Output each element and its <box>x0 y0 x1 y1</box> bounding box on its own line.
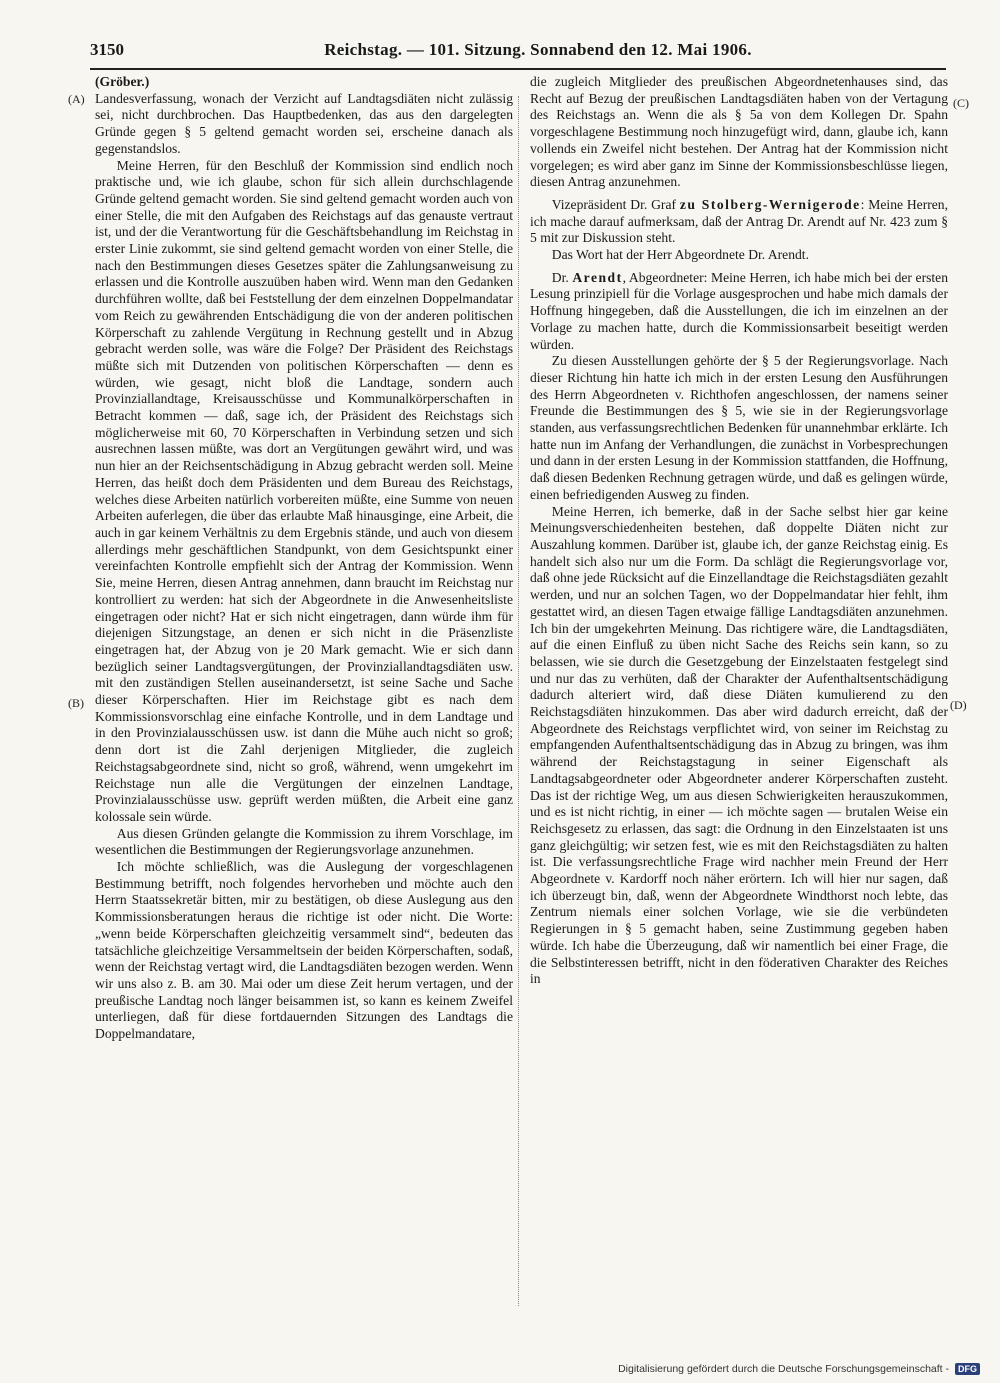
margin-marker-a: (A) <box>68 92 85 106</box>
speaker-tag: (Gröber.) <box>95 74 150 89</box>
margin-marker-d: (D) <box>950 698 967 712</box>
footer <box>618 1363 980 1375</box>
dfg-logo: DFG <box>955 1363 980 1375</box>
vice-president-statement <box>530 197 948 247</box>
vp-rest: : Meine Herren, ich mache darauf aufmerksam, daß der Antrag Dr. Arendt auf Nr. 423 zum § 5 mit zur Diskussion steht. <box>530 196 948 246</box>
paragraph: Landesverfassung, wonach der Verzicht auf Landtagsdiäten nicht zulässig sei, nicht durchbrochen. Das Hauptbedenken, das aus den dargelegten Gründe gegen § 5 geltend gemacht worden sei, erscheine danach als gegenstandslos. <box>95 90 513 156</box>
vp-name: zu Stolberg-Wernigerode <box>679 196 861 212</box>
arendt-rest: , Abgeordneter: Meine Herren, ich habe mich bei der ersten Lesung prinzipiell für die Vorlage ausgesprochen und habe mich damals der Hoffnung hingegeben, daß die Ausstellungen, die ich im einzelnen an der Vorlage zu machen hatte, durch die Kommissionsarbeit beseitigt werden würden. <box>530 269 949 352</box>
paragraph: Meine Herren, für den Beschluß der Kommission sind endlich noch praktische und, wie ich glaube, schon für sich allein durchschlagende Gründe geltend gemacht worden. Sie sind geltend gemacht worden auch von einer Stelle, die mit den Aufgaben des Reichstags auf das genauste vertraut ist, und der die Verantwortung für die Geschäftsbehandlung im Reichstag in erster Linie zukommt, sie sind geltend gemacht worden von einer Stelle, die nach den Bestimmungen dieses Gesetzes später die Zahlungsanweisung zu erlassen und die Kontrolle auszuüben haben wird. Wenn man den Gedanken durchführen wollte, daß bei Feststellung der dem einzelnen Doppelmandatar vom Reich zu gewährenden Entschädigung die von der anderen politischen Körperschaft zu zahlende Vergütung in Rechnung gestellt und in Abzug gebracht werden solle, was wäre die Folge? Der Präsident des Reichstags müßte sich mit Dutzenden von politischen Körperschaften — denn es würden, wie gesagt, nicht bloß die Landtage, sondern auch Provinziallandtage, Kreisausschüsse und Kommunalkörperschaften in Betracht kommen — daß, sage ich, der Präsident des Reichstags sich möglicherweise mit 60, 70 Körperschaften in Verbindung setzen und sich ausrechnen lassen müßte, was dort an Vergütungen gewährt wird, und was nun hier an der Reichsentschädigung in Abzug gebracht werden soll. Meine Herren, das heißt doch dem Präsidenten und dem Bureau des Reichstags, welches diese Arbeiten natürlich vorbereiten müßte, eine Summe von neuen Arbeiten auferlegen, die über das erlaubte Maß hinausginge, eine Arbeit, die auch in gar keinem Verhältnis zu dem Ergebnis stände, und auch von diesem allerdings mehr geschäftlichen Standpunkt, von dem Gesichtspunkt einer vereinfachten Kontrolle empfiehlt sich der Antrag der Kommission. Wenn Sie, meine Herren, diesen Antrag annehmen, dann braucht im Reichstag nur kontrolliert zu werden: hat sich der Abgeordnete in die Anwesenheitsliste eingetragen oder nicht? Hat er sich nicht eingetragen, dann würde ihm für diejenigen Sitzungstage, an denen er sich nicht in die Präsenzliste eingetragen hat, der Abzug von je 20 Mark gemacht. Wie er sich dann bezüglich seiner Landtagsvergütungen, der Provinziallandtagsdiäten usw. mit den zuständigen Stellen auseinandersetzt, ist seine Sache und Sache dieser Körperschaften. Hier im Reichstage gibt es nach dem Kommissionsvorschlag eine einfache Kontrolle, und in dem Landtage und in den Provinzialausschüssen usw. ist dann die Mühe auch nicht so groß; denn dort ist die Zahl derjenigen Mitglieder, die zugleich Reichstagsabgeordnete sind, nicht so groß, während, wenn umgekehrt im Reichstage nun alle die Vergütungen der einzelnen Landtage, Provinzialausschüsse usw. geprüft werden müßten, die Arbeit eine ganz kolossale sein würde. <box>95 157 513 824</box>
paragraph: Aus diesen Gründen gelangte die Kommission zu ihrem Vorschlage, im wesentlichen die Bestimmungen der Regierungsvorlage anzunehmen. <box>95 825 513 858</box>
margin-marker-b: (B) <box>68 696 84 710</box>
right-column <box>530 74 948 988</box>
arendt-title: Dr. <box>551 269 573 285</box>
vp-intro: Vizepräsident Dr. Graf <box>551 196 680 212</box>
running-head: Reichstag. — 101. Sitzung. Sonnabend den 12. Mai 1906. <box>324 40 752 59</box>
page-number: 3150 <box>90 40 124 59</box>
arendt-statement <box>530 270 948 354</box>
paragraph: die zugleich Mitglieder des preußischen Abgeordnetenhauses sind, das Recht auf Bezug der preußischen Landtagsdiäten haben von der Vertagung des Reichstags an. Wenn die als § 5a von dem Kollegen Dr. Spahn vorgeschlagene Bestimmung noch hinzugefügt wird, dann, glaube ich, kann vollends ein Zweifel nicht bestehen. Der Antrag hat der Kommission nicht vorgelegen; es wird aber ganz im Sinne der Kommissionsbeschlüsse liegen, diesen Antrag anzunehmen. <box>530 74 948 190</box>
margin-marker-c: (C) <box>953 96 969 110</box>
column-divider <box>518 96 519 1306</box>
paragraph: Meine Herren, ich bemerke, daß in der Sache selbst hier gar keine Meinungsverschiedenheiten bestehen, daß doppelte Diäten nicht zur Auszahlung kommen. Darüber ist, glaube ich, der ganze Reichstag einig. Es handelt sich also nur um die Form. Da schlägt die Regierungsvorlage vor, daß ohne jede Rücksicht auf die Einzellandtage die Reichstagsdiäten gezahlt werden, und nur an solchen Tagen, wo der Doppelmandatar hier fehlt, ihm gestattet wird, an diesen Tagen etwaige fällige Landtagsdiäten anzunehmen. Ich bin der umgekehrten Meinung. Das richtigere wäre, die Landtagsdiäten, auf die einen Einfluß zu üben nicht Sache des Reichs sein kann, so zu belassen, wie sie durch die Gesetzgebung der Einzelstaaten festgelegt sind und nur das zu verhüten, daß der Charakter der Aufenthaltsentschädigung dadurch alteriert wird, daß diese Diäten kumulierend zu den Reichstagsdiäten hinzukommen. Das aber wird dadurch erreicht, daß der Abgeordnete des Reichstags verpflichtet wird, von seiner im Reichstag zu empfangenden Aufenthaltsentschädigung das in Abzug zu bringen, was ihm während der Reichstagstagung in seiner Eigenschaft als Landtagsabgeordneter oder Abgeordneter anderer Körperschaften zusteht. Das ist der richtige Weg, um aus diesen Schwierigkeiten herauszukommen, und es ist nicht richtig, in einer — ich möchte sagen — brutalen Weise ein Reichsgesetz zu erlassen, das sagt: die Ordnung in den Einzelstaaten ist uns ganz gleichgültig; wir setzen fest, wie es mit den Reichstagsdiäten zu halten ist. Die verfassungsrechtliche Frage wird nachher mein Freund der Herr Abgeordnete v. Kardorff noch näher erörtern. Ich will hier nur sagen, daß ich überzeugt bin, daß, wenn der Abgeordnete Windthorst noch lebte, das Zentrum niemals einer solchen Vorlage, wie sie die verbündeten Regierungen in § 5 gemacht haben, seine Zustimmung gegeben haben würde. Ich habe die Überzeugung, daß wir namentlich bei einer Frage, die die Selbstinteressen betrifft, nicht in den föderativen Charakter des Reiches in <box>530 503 948 987</box>
page-header <box>90 38 946 70</box>
paragraph: Ich möchte schließlich, was die Auslegung der vorgeschlagenen Bestimmung betrifft, noch folgendes hervorheben und möchte auch den Herrn Staatssekretär bitten, mir zu bestätigen, ob diese Auslegung aus den Kommissionsberatungen heraus die richtige ist oder nicht. Die Worte: „wenn beide Körperschaften gleichzeitig versammelt sind“, bedeuten das tatsächliche gleichzeitige Versammeltsein der beiden Körperschaften, sodaß, wenn der Reichstag vertagt wird, die Landtagsdiäten bezogen werden. Wenn wir uns also z. B. am 30. Mai oder um diese Zeit herum vertagen, und der preußische Landtag noch länger beisammen ist, so kann es keinem Zweifel unterliegen, daß für diese fortdauernden Sitzungen des Landtags die Doppelmandatare, <box>95 859 513 1042</box>
arendt-name: Arendt <box>572 269 623 285</box>
paragraph: Das Wort hat der Herr Abgeordnete Dr. Arendt. <box>551 247 809 263</box>
paragraph: Zu diesen Ausstellungen gehörte der § 5 der Regierungsvorlage. Nach dieser Richtung hin hatte ich mich in der ersten Lesung den Ausführungen des Herrn Abgeordneten v. Richthofen angeschlossen, der namens seiner Freunde die Bestimmungen des § 5, wie sie in der Regierungsvorlage standen, aus verfassungsrechtlichen Bedenken für unannehmbar erklärte. Ich hatte nun im Anfang der Verhandlungen, die zunächst in Vorbesprechungen und dann in der ersten Lesung in der Kommission stattfanden, die Hoffnung, daß diesen Bedenken Rechnung getragen würde, und daß es gelingen würde, einen befriedigenden Ausweg zu finden. <box>530 353 948 502</box>
footer-text: Digitalisierung gefördert durch die Deutsche Forschungsgemeinschaft - <box>618 1363 949 1375</box>
left-column <box>95 74 513 1043</box>
